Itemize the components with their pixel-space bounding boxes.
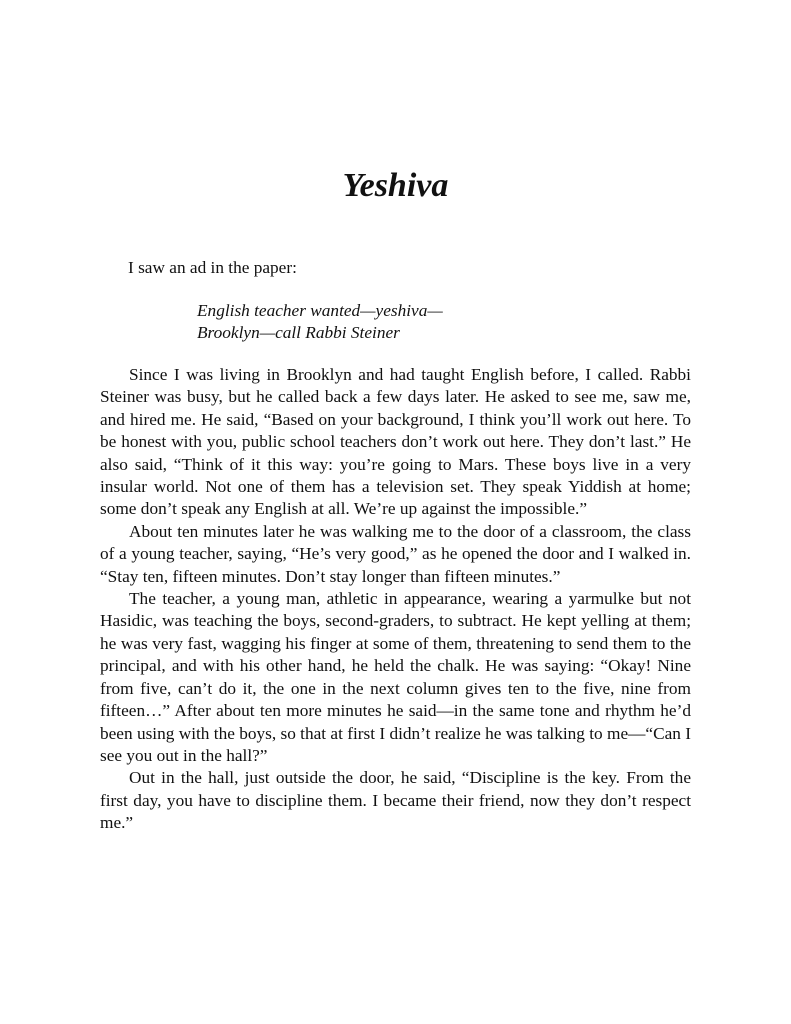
paragraph-2: About ten minutes later he was walking me to the door of a classroom, the class of a young teacher, saying, “He’s very good,” as he opened the door and I walked in. “Stay ten, fifteen minutes. Don’t stay longer than fifteen minutes.”	[100, 521, 691, 586]
intro-line: I saw an ad in the paper:	[128, 258, 297, 277]
paragraph-1: Since I was living in Brooklyn and had taught English before, I called. Rabbi Steiner was busy, but he called back a few days later. He asked to see me, saw me, and hired me. He said, “Based on your background, I think you’ll work out here. To be honest with you, public school teachers don’t work out here. They don’t last.” He also said, “Think of it this way: you’re going to Mars. These boys live in a very insular world. Not one of them has a television set. They speak Yiddish at home; some don’t speak any English at all. We’re up against the impossible.”	[100, 365, 691, 519]
ad-quote	[197, 300, 443, 345]
paragraph-3: The teacher, a young man, athletic in appearance, wearing a yarmulke but not Hasidic, was teaching the boys, second-graders, to subtract. He kept yelling at them; he was very fast, wagging his finger at some of them, threatening to send them to the principal, and with his other hand, he held the chalk. He was saying: “Okay! Nine from five, can’t do it, the one in the next column gives ten to the five, nine from fifteen…” After about ten more minutes he said—in the same tone and rhythm he’d been using with the boys, so that at first I didn’t realize he was talking to me—“Can I see you out in the hall?”	[100, 589, 691, 765]
chapter-title: Yeshiva	[342, 167, 449, 204]
ad-quote-line-2: Brooklyn—call Rabbi Steiner	[197, 323, 400, 343]
paragraph-4: Out in the hall, just outside the door, he said, “Discipline is the key. From the first day, you have to discipline them. I became their friend, now they don’t respect me.”	[100, 768, 691, 833]
ad-quote-line-1: English teacher wanted—yeshiva—	[197, 301, 443, 320]
body-text	[100, 364, 691, 835]
